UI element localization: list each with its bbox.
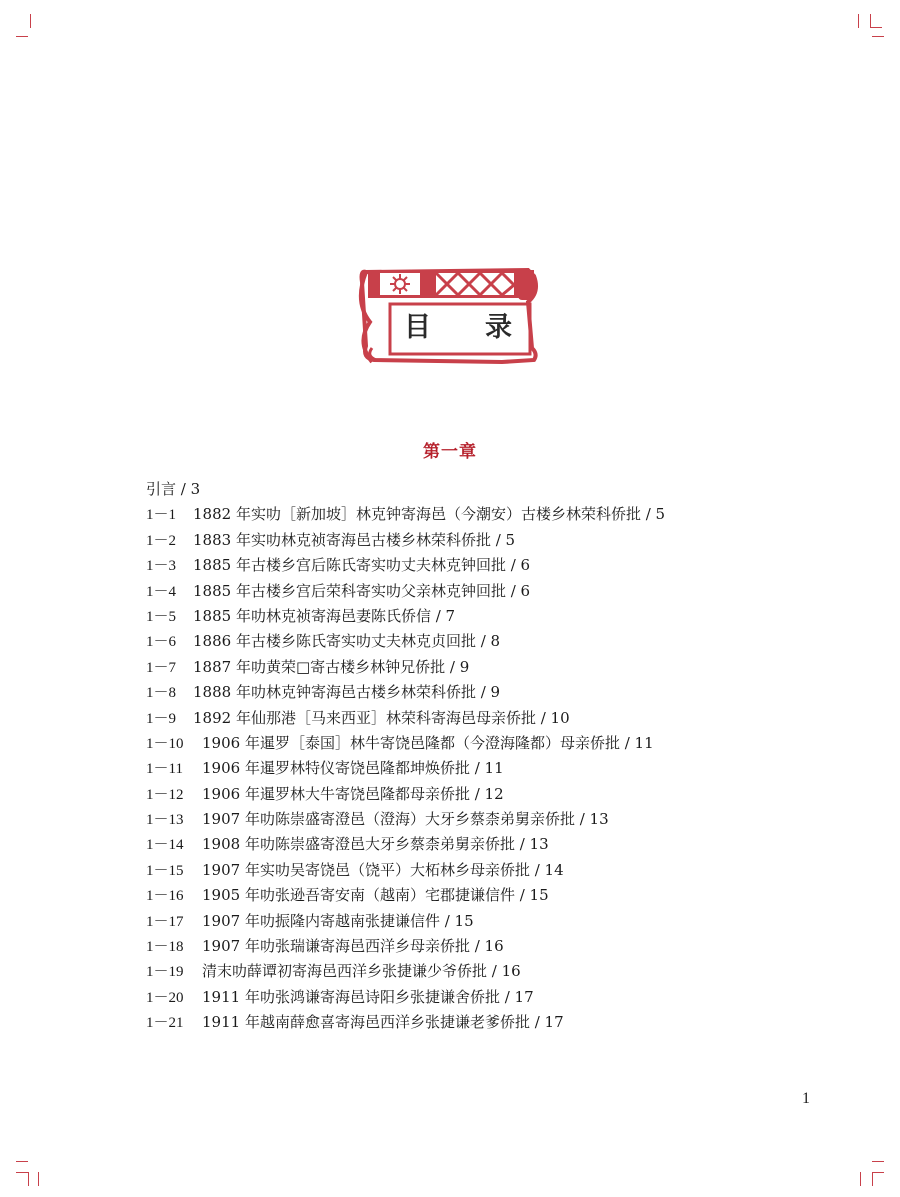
toc-entry-number: 1－13 <box>146 812 184 829</box>
toc-entry-text: 1908 年叻陈崇盛寄澄邑大牙乡蔡柰弟舅亲侨批 / 13 <box>202 835 549 854</box>
toc-entry-text: 1887 年叻黄荣□寄古楼乡林钟兄侨批 / 9 <box>193 657 470 676</box>
toc-entry-text: 1905 年叻张逊吾寄安南（越南）宅郡捷谦信件 / 15 <box>202 886 549 905</box>
toc-entry-number: 1－9 <box>146 710 177 727</box>
crop-mark <box>870 14 871 28</box>
toc-entry-text: 1906 年暹罗林大牛寄饶邑隆都母亲侨批 / 12 <box>202 784 504 803</box>
toc-entry-number: 1－2 <box>146 532 177 549</box>
toc-entry[interactable] <box>146 553 665 578</box>
toc-entry-text: 1885 年古楼乡宫后荣科寄实叻父亲林克钟回批 / 6 <box>193 581 531 600</box>
crop-mark <box>872 36 884 37</box>
toc-entry[interactable] <box>146 579 665 604</box>
toc-entry-number: 1－19 <box>146 964 184 981</box>
toc-entry-text: 1906 年暹罗林特仪寄饶邑隆都坤焕侨批 / 11 <box>202 759 504 778</box>
toc-entry[interactable] <box>146 883 665 908</box>
toc-entry[interactable] <box>146 782 665 807</box>
toc-entry-text: 1892 年仙那港［马来西亚］林荣科寄海邑母亲侨批 / 10 <box>193 708 570 727</box>
toc-entry-number: 1－5 <box>146 608 177 625</box>
chapter-heading: 第一章 <box>423 442 477 462</box>
crop-mark <box>28 1172 29 1186</box>
toc-entry-text: 1885 年叻林克祯寄海邑妻陈氏侨信 / 7 <box>193 606 456 625</box>
crop-mark <box>16 36 28 37</box>
toc-entry-number: 1－12 <box>146 786 184 803</box>
toc-intro[interactable] <box>146 477 665 502</box>
toc-entry-text: 1885 年古楼乡宫后陈氏寄实叻丈夫林克钟回批 / 6 <box>193 556 531 575</box>
toc-entry-number: 1－7 <box>146 659 177 676</box>
crop-mark <box>16 1172 28 1173</box>
crop-mark <box>16 1161 28 1162</box>
toc-entry[interactable] <box>146 706 665 731</box>
toc-entry-text: 1907 年实叻吴寄饶邑（饶平）大柘林乡母亲侨批 / 14 <box>202 860 564 879</box>
toc-entry-text: 清末叻薛谭初寄海邑西洋乡张捷谦少爷侨批 / 16 <box>202 962 521 981</box>
toc-entry[interactable] <box>146 756 665 781</box>
toc-entry-number: 1－6 <box>146 634 177 651</box>
toc-entry-number: 1－18 <box>146 939 184 956</box>
toc-entry-text: 1911 年越南薛愈喜寄海邑西洋乡张捷谦老爹侨批 / 17 <box>202 1013 564 1032</box>
toc-entry-number: 1－16 <box>146 888 184 905</box>
toc-entry[interactable] <box>146 1010 665 1035</box>
toc-entry-number: 1－8 <box>146 685 177 702</box>
toc-entry-number: 1－20 <box>146 989 184 1006</box>
crop-mark <box>870 27 882 28</box>
toc-entry-number: 1－21 <box>146 1015 184 1032</box>
toc-entry-text: 1907 年叻振隆内寄越南张捷谦信件 / 15 <box>202 911 474 930</box>
toc-intro-text: 引言 / 3 <box>146 480 201 498</box>
toc-entry-text: 1911 年叻张鸿谦寄海邑诗阳乡张捷谦舍侨批 / 17 <box>202 987 534 1006</box>
toc-entry-number: 1－4 <box>146 583 177 600</box>
toc-entry[interactable] <box>146 807 665 832</box>
toc-entry-number: 1－3 <box>146 558 177 575</box>
toc-entry-text: 1907 年叻陈崇盛寄澄邑（澄海）大牙乡蔡柰弟舅亲侨批 / 13 <box>202 810 609 829</box>
toc-entry[interactable] <box>146 909 665 934</box>
toc-entry-text: 1906 年暹罗［泰国］林牛寄饶邑隆都（今澄海隆都）母亲侨批 / 11 <box>202 733 654 752</box>
toc-entry[interactable] <box>146 502 665 527</box>
crop-mark <box>860 1172 861 1186</box>
crop-mark <box>872 1172 873 1186</box>
toc-entry-text: 1883 年实叻林克祯寄海邑古楼乡林荣科侨批 / 5 <box>193 530 516 549</box>
toc-entry-number: 1－15 <box>146 862 184 879</box>
toc-entry[interactable] <box>146 985 665 1010</box>
crop-mark <box>872 1172 884 1173</box>
toc-entry[interactable] <box>146 934 665 959</box>
toc-list <box>146 477 665 1036</box>
toc-entry[interactable] <box>146 858 665 883</box>
crop-mark <box>872 1161 884 1162</box>
toc-entry-text: 1888 年叻林克钟寄海邑古楼乡林荣科侨批 / 9 <box>193 683 501 702</box>
toc-entry-number: 1－10 <box>146 735 184 752</box>
toc-entry[interactable] <box>146 832 665 857</box>
crop-mark <box>38 1172 39 1186</box>
toc-entry[interactable] <box>146 959 665 984</box>
toc-entry-number: 1－14 <box>146 837 184 854</box>
toc-entry[interactable] <box>146 629 665 654</box>
toc-entry-number: 1－1 <box>146 507 177 524</box>
page-title <box>390 310 530 346</box>
crop-mark <box>858 14 859 28</box>
toc-entry-text: 1886 年古楼乡陈氏寄实叻丈夫林克贞回批 / 8 <box>193 632 501 651</box>
toc-entry[interactable] <box>146 680 665 705</box>
toc-entry[interactable] <box>146 655 665 680</box>
toc-entry-number: 1－17 <box>146 913 184 930</box>
toc-entry[interactable] <box>146 604 665 629</box>
page-title-text: 目 录 <box>404 312 512 343</box>
toc-entry[interactable] <box>146 528 665 553</box>
toc-entry-number: 1－11 <box>146 761 183 778</box>
toc-entry-text: 1882 年实叻［新加坡］林克钟寄海邑（今潮安）古楼乡林荣科侨批 / 5 <box>193 505 666 524</box>
toc-entry[interactable] <box>146 731 665 756</box>
toc-entry-text: 1907 年叻张瑞谦寄海邑西洋乡母亲侨批 / 16 <box>202 937 504 956</box>
page-number: 1 <box>802 1090 810 1107</box>
crop-mark <box>30 14 31 28</box>
